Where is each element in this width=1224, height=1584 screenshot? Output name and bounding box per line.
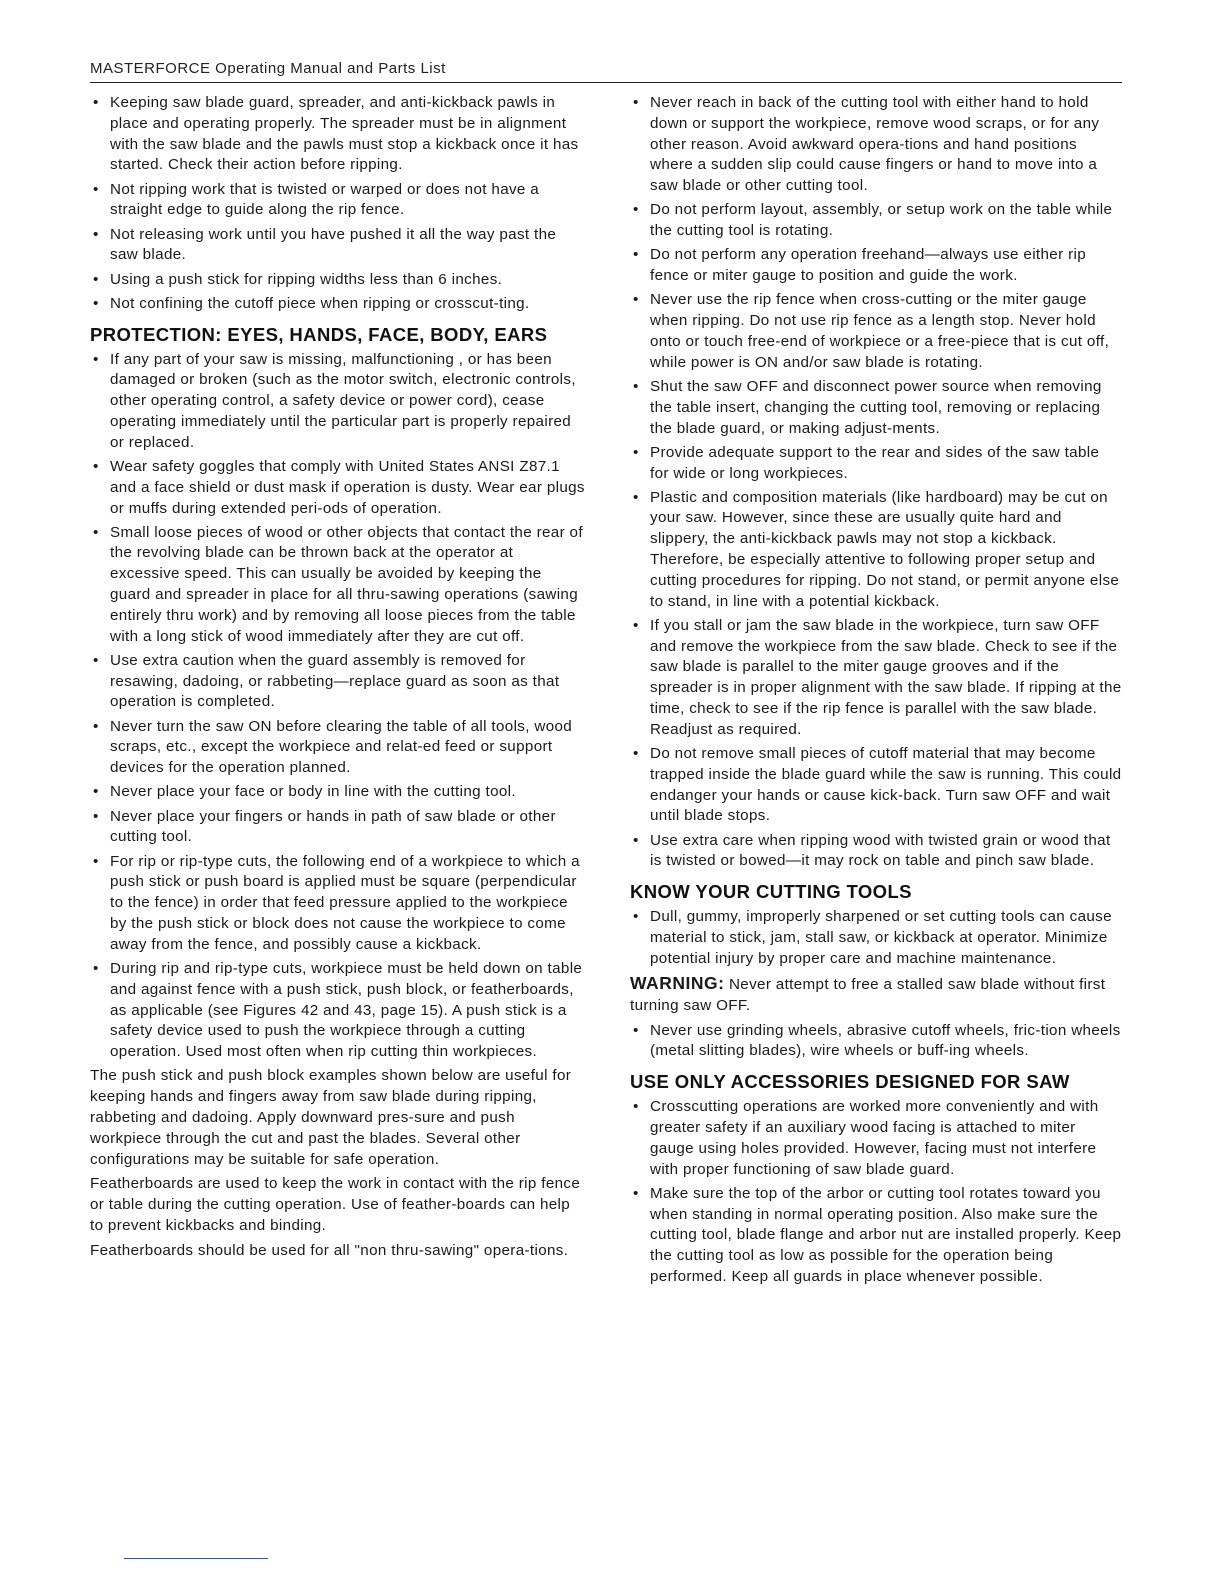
list-item: • Provide adequate support to the rear and sides of the saw table for wide or long workpieces. [630,443,1122,485]
left-bullet-list-2 [90,350,586,1063]
list-item: • Dull, gummy, improperly sharpened or set cutting tools can cause material to stick, jam, stall saw, or kickback at operator. Minimize potential injury by proper care and machine maintenance. [630,907,1122,969]
list-item: • Not ripping work that is twisted or warped or does not have a straight edge to guide along the rip fence. [90,180,586,222]
list-item: • For rip or rip-type cuts, the following end of a workpiece to which a push stick or push board is applied must be square (perpendicular to the fence) in order that feed pressure applied to the workpiece by the push stick or block does not cause the workpiece to come away from the fence, and possibly cause a kickback. [90,852,586,956]
list-item: • Plastic and composition materials (like hardboard) may be cut on your saw. However, since these are usually quite hard and slippery, the anti-kickback pawls may not stop a kickback. Therefore, be especially attentive to following proper setup and cutting procedures for ripping. Do not stand, or permit anyone else to stand, in line with a potential kickback. [630,488,1122,613]
section-heading-accessories: USE ONLY ACCESSORIES DESIGNED FOR SAW [630,1071,1070,1093]
list-item: • Do not perform layout, assembly, or setup work on the table while the cutting tool is rotating. [630,200,1122,242]
list-item: • Small loose pieces of wood or other objects that contact the rear of the revolving blade can be thrown back at the operator at excessive speed. This can usually be avoided by keeping the guard and spreader in place for all thru-sawing operations (sawing entirely thru work) and by removing all loose pieces from the table with a long stick of wood immediately after they are cut off. [90,523,586,648]
list-item: • Never place your face or body in line with the cutting tool. [90,782,586,803]
warning-text: Never attempt to free a stalled saw blade without first turning saw OFF. [630,975,1106,1014]
list-item: • Wear safety goggles that comply with United States ANSI Z87.1 and a face shield or dust mask if operation is dusty. Wear ear plugs or muffs during extended peri-ods of operation. [90,457,586,519]
page-header: MASTERFORCE Operating Manual and Parts List [90,60,446,77]
list-item: • During rip and rip-type cuts, workpiece must be held down on table and against fence with a push stick, push block, or featherboards, as applicable (see Figures 42 and 43, page 15). A push stick is a safety device used to push the workpiece through a cutting operation. Used most often when rip cutting thin workpieces. [90,959,586,1063]
list-item: • If any part of your saw is missing, malfunctioning , or has been damaged or broken (such as the motor switch, electronic controls, other operating control, a safety device or power cord), cease operating immediately until the particular part is properly repaired or replaced. [90,350,586,454]
left-bullet-list-1 [90,93,586,315]
right-bullet-list-3 [630,1021,1122,1063]
list-item: • Never use the rip fence when cross-cutting or the miter gauge when ripping. Do not use rip fence as a length stop. Never hold onto or touch free-end of workpiece or a free-piece that is cut off, while power is ON and/or saw blade is rotating. [630,290,1122,373]
right-bullet-list-2 [630,907,1122,969]
section-heading-protection: PROTECTION: EYES, HANDS, FACE, BODY, EARS [90,323,548,345]
right-bullet-list-4 [630,1097,1122,1288]
paragraph-featherboards: Featherboards are used to keep the work in contact with the rip fence or table during the cutting operation. Use of feather-boards can help to prevent kickbacks and binding. [90,1175,581,1234]
list-item: • If you stall or jam the saw blade in the workpiece, turn saw OFF and remove the workpiece from the saw blade. Check to see if the saw blade is parallel to the miter gauge grooves and if the spreader is in proper alignment with the saw blade. If ripping at the time, check to see if the rip fence is parallel with the saw blade. Readjust as required. [630,616,1122,741]
list-item: • Keeping saw blade guard, spreader, and anti-kickback pawls in place and operating properly. The spreader must be in alignment with the saw blade and the pawls must stop a kickback once it has started. Check their action before ripping. [90,93,586,176]
paragraph-featherboards-usage: Featherboards should be used for all "non thru-sawing" opera-tions. [90,1241,569,1259]
warning-label: WARNING: [630,972,725,993]
list-item: • Never turn the saw ON before clearing the table of all tools, wood scraps, etc., except the workpiece and relat-ed feed or support devices for the operation planned. [90,717,586,779]
paragraph-push-stick: The push stick and push block examples shown below are useful for keeping hands and fingers away from saw blade during ripping, rabbeting and dadoing. Apply downward pres-sure and push workpiece through the cut and past the blades. Several other configurations may be suitable for safe operation. [90,1067,572,1168]
header-rule [90,82,1122,83]
list-item: • Using a push stick for ripping widths less than 6 inches. [90,270,586,291]
list-item: • Use extra caution when the guard assembly is removed for resawing, dadoing, or rabbeting—replace guard as soon as that operation is completed. [90,651,586,713]
list-item: • Use extra care when ripping wood with twisted grain or wood that is twisted or bowed—it may rock on table and pinch saw blade. [630,831,1122,873]
left-column [90,93,586,1266]
footer-link-underline [124,1558,268,1559]
list-item: • Not releasing work until you have pushed it all the way past the saw blade. [90,225,586,267]
warning-paragraph [630,973,1122,1017]
list-item: • Do not perform any operation freehand—always use either rip fence or miter gauge to position and guide the work. [630,245,1122,287]
section-heading-cutting-tools: KNOW YOUR CUTTING TOOLS [630,881,912,903]
list-item: • Never use grinding wheels, abrasive cutoff wheels, fric-tion wheels (metal slitting blades), wire wheels or buff-ing wheels. [630,1021,1122,1063]
right-bullet-list-1 [630,93,1122,872]
list-item: • Not confining the cutoff piece when ripping or crosscut-ting. [90,294,586,315]
list-item: • Never reach in back of the cutting tool with either hand to hold down or support the workpiece, remove wood scraps, or for any other reason. Avoid awkward opera-tions and hand positions where a sudden slip could cause fingers or hand to move into a saw blade or other cutting tool. [630,93,1122,197]
list-item: • Crosscutting operations are worked more conveniently and with greater safety if an auxiliary wood facing is attached to miter gauge using holes provided. However, facing must not interfere with proper functioning of saw blade guard. [630,1097,1122,1180]
list-item: • Shut the saw OFF and disconnect power source when removing the table insert, changing the cutting tool, removing or replacing the blade guard, or making adjust-ments. [630,377,1122,439]
list-item: • Never place your fingers or hands in path of saw blade or other cutting tool. [90,807,586,849]
list-item: • Do not remove small pieces of cutoff material that may become trapped inside the blade guard while the saw is running. This could endanger your hands or cause kick-back. Turn saw OFF and wait until blade stops. [630,744,1122,827]
list-item: • Make sure the top of the arbor or cutting tool rotates toward you when standing in normal operating position. Also make sure the cutting tool, blade flange and arbor nut are installed properly. Keep the cutting tool as low as possible for the operation being performed. Keep all guards in place whenever possible. [630,1184,1122,1288]
right-column [630,93,1122,1291]
